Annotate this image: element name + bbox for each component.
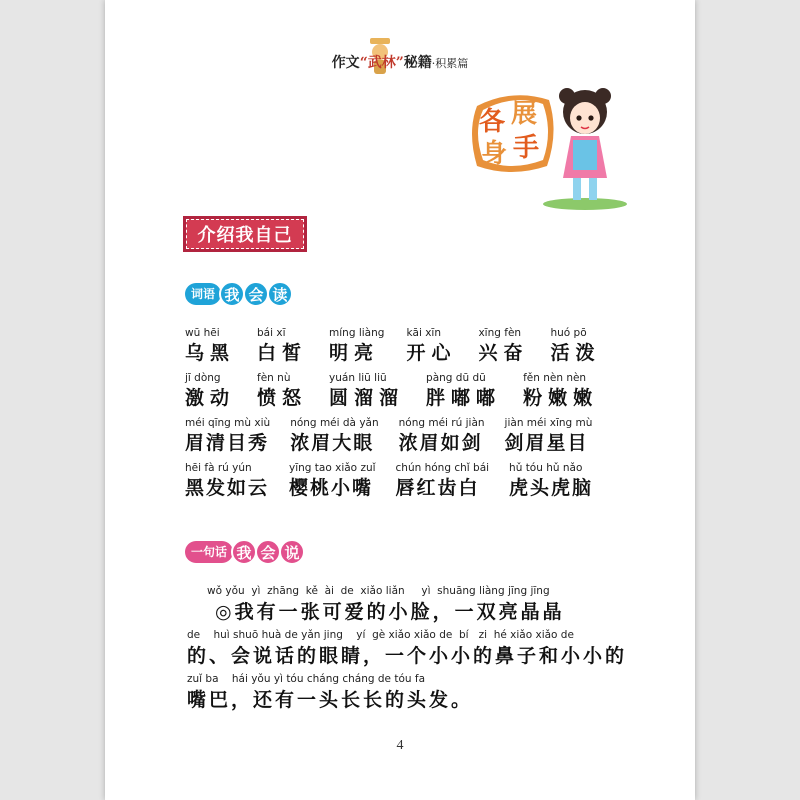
sentence-heading-char: 会	[255, 539, 281, 565]
hanzi: 愤怒	[257, 387, 308, 409]
hanzi: 唇红齿白	[395, 477, 480, 499]
pinyin: wū hēi	[185, 327, 220, 339]
pinyin: nóng méi dà yǎn	[290, 417, 379, 429]
vocab-word	[185, 326, 235, 370]
banner-char-3: 身	[481, 139, 508, 169]
hanzi: 浓眉如剑	[398, 432, 483, 454]
pinyin: zuǐ ba hái yǒu yì tóu cháng cháng de tóu fa	[187, 673, 426, 685]
vocab-heading-char: 会	[243, 281, 269, 307]
vocab-word	[329, 371, 404, 415]
pinyin: xīng fèn	[478, 327, 522, 339]
vocab-word	[509, 461, 593, 505]
pinyin: wǒ yǒu yì zhāng kě ài de xiǎo liǎn yì shuāng liàng jīng jīng	[187, 585, 550, 597]
vocab-word	[550, 326, 600, 370]
sample-paragraph	[187, 584, 647, 716]
hanzi: 眉清目秀	[185, 432, 270, 454]
hanzi: 虎头虎脑	[509, 477, 594, 499]
banner-char-4: 手	[513, 133, 540, 163]
vocab-word	[399, 416, 485, 460]
pinyin: yīng tao xiǎo zuǐ	[289, 462, 376, 474]
hanzi: 活泼	[550, 342, 601, 364]
vocab-word	[478, 326, 528, 370]
vocab-word	[505, 416, 593, 460]
vocab-word	[257, 326, 307, 370]
pinyin: jiàn méi xīng mù	[504, 417, 593, 429]
hanzi: 粉嫩嫩	[523, 387, 599, 409]
vocab-word	[329, 326, 384, 370]
hanzi: 兴奋	[478, 342, 529, 364]
hanzi: 乌黑	[185, 342, 236, 364]
vocab-word	[185, 371, 235, 415]
book-page	[105, 0, 695, 800]
vocab-row	[185, 326, 665, 370]
header-middle: “武林”	[359, 55, 404, 71]
hanzi: 胖嘟嘟	[426, 387, 502, 409]
vocab-word	[185, 416, 270, 460]
hanzi: 黑发如云	[185, 477, 270, 499]
vocab-word	[289, 461, 376, 505]
header-left: 作文	[331, 55, 360, 71]
pinyin: pàng dū dū	[426, 372, 486, 384]
pinyin: fèn nù	[257, 372, 291, 384]
paragraph-line	[187, 672, 647, 716]
sentence-heading	[185, 538, 305, 566]
section-title	[183, 216, 307, 252]
hanzi: 浓眉大眼	[290, 432, 375, 454]
hanzi: 圆溜溜	[329, 387, 405, 409]
pinyin: chún hóng chǐ bái	[395, 462, 490, 474]
hanzi: 的、会说话的眼睛，一个小小的鼻子和小小的	[187, 645, 628, 667]
hanzi: ◎我有一张可爱的小脸，一双亮晶晶	[215, 601, 565, 623]
vocab-word	[523, 371, 598, 415]
pinyin: míng liàng	[329, 327, 385, 339]
hanzi: 激动	[185, 387, 236, 409]
paragraph-line	[187, 628, 647, 672]
vocab-heading-lead: 词语	[185, 283, 221, 305]
pinyin: méi qīng mù xiù	[185, 417, 271, 429]
hanzi: 白皙	[257, 342, 308, 364]
pinyin: nóng méi rú jiàn	[398, 417, 485, 429]
pinyin: huó pō	[550, 327, 587, 339]
hanzi: 明亮	[329, 342, 380, 364]
pinyin: hēi fà rú yún	[185, 462, 252, 474]
girl-illustration	[535, 82, 630, 212]
vocab-word	[257, 371, 307, 415]
pinyin: hǔ tóu hǔ nǎo	[509, 462, 583, 474]
page-number: 4	[396, 738, 404, 753]
vocab-heading-char: 读	[267, 281, 293, 307]
vocab-row	[185, 371, 665, 415]
header-right: 秘籍	[403, 55, 432, 71]
page-header	[105, 52, 695, 72]
hanzi: 剑眉星目	[504, 432, 589, 454]
banner-char-1: 各	[479, 107, 506, 137]
header-subtitle: ·积累篇	[431, 57, 469, 70]
pinyin: jī dòng	[185, 372, 221, 384]
vocab-word	[426, 371, 501, 415]
vocab-word	[290, 416, 378, 460]
sentence-heading-lead: 一句话	[185, 541, 233, 563]
hanzi: 开心	[406, 342, 457, 364]
pinyin: fěn nèn nèn	[523, 372, 587, 384]
pinyin: de huì shuō huà de yǎn jing yí gè xiǎo xiǎo de bí zi hé xiǎo xiǎo de	[187, 629, 574, 641]
pinyin: kāi xīn	[406, 327, 441, 339]
hanzi: 嘴巴，还有一头长长的头发。	[187, 689, 474, 711]
vocab-heading	[185, 280, 293, 308]
sentence-heading-char: 我	[231, 539, 257, 565]
paragraph-line	[187, 584, 647, 628]
vocab-word	[406, 326, 456, 370]
vocab-word	[185, 461, 269, 505]
pinyin: yuán liū liū	[329, 372, 387, 384]
sentence-heading-char: 说	[279, 539, 305, 565]
vocab-row	[185, 416, 665, 460]
pinyin: bái xī	[257, 327, 286, 339]
banner-char-2: 展	[511, 99, 538, 129]
vocab-list	[185, 326, 665, 506]
vocab-heading-char: 我	[219, 281, 245, 307]
vocab-row	[185, 461, 665, 505]
section-title-text: 介绍我自己	[186, 219, 304, 249]
hanzi: 樱桃小嘴	[289, 477, 374, 499]
vocab-word	[396, 461, 490, 505]
